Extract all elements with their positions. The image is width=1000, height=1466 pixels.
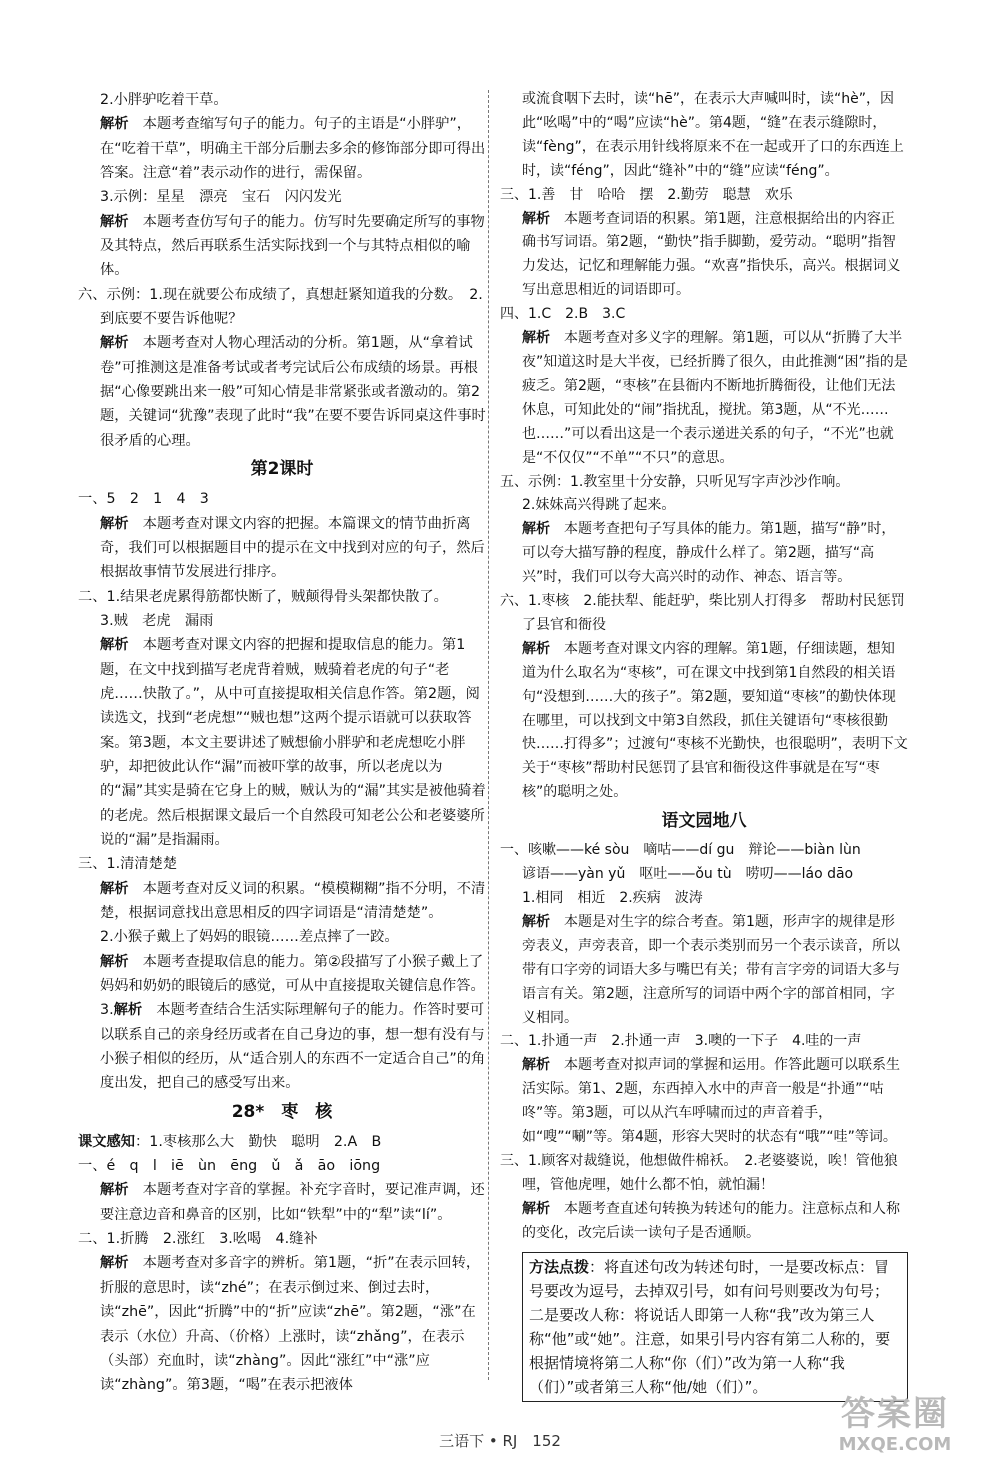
answer-line: 六、示例：1.现在就要公布成绩了，真想赶紧知道我的分数。 2.到底要不要告诉他呢？ (78, 286, 483, 328)
answer-line: 三、1.善 甘 哈哈 摆 2.勤劳 聪慧 欢乐 (500, 186, 793, 203)
answer-line: 四、1.C 2.B 3.C (500, 306, 626, 323)
section-heading: 语文园地八 (661, 811, 747, 832)
section-heading: 第2课时 (250, 459, 314, 480)
analysis-paragraph: 解析 本题考查对拟声词的掌握和运用。作答此题可以联系生活实际。第1、2题，东西掉入水中的声音一般是“扑通”“咕咚”等。第3题，可以从汽车呼啸而过的声音着手，如“嗖”“唰”等。第4题，形容大哭时的状态有“哦”“哇”等词。 (522, 1057, 900, 1146)
answer-line: 1.相同 相近 2.疾病 波涛 (522, 890, 703, 906)
analysis-paragraph: 3.解析 本题考查结合生活实际理解句子的能力。作答时要可以联系自己的亲身经历或者在自己身边的事，想一想有没有与小猴子相似的经历，从“适合别人的东西不一定适合自己”的角度出发，把自己的感受写出来。 (100, 1002, 486, 1092)
right-column (500, 88, 908, 1402)
analysis-label: 解析 (100, 1182, 129, 1199)
analysis-label: 解析 (522, 1057, 550, 1074)
analysis-paragraph: 解析 本题是对生字的综合考查。第1题，形声字的规律是形旁表义，声旁表音，即一个表示类别而另一个表示读音，所以带有口字旁的词语大多与嘴巴有关；带有言字旁的词语大多与语言有关。第2题，注意所写的词语中两个字的部首相同，字义相同。 (522, 913, 900, 1026)
analysis-paragraph: 解析 本题考查对课文内容的理解。第1题，仔细读题，想知道为什么取名为“枣核”，可在课文中找到第1自然段的相关语句“没想到……大的孩子”。第2题，要知道“枣核”的勤快体现在哪里，可以找到文中第3自然段，抓住关键语句“枣核很勤快……打得多”；过渡句“枣核不光勤快，也很聪明”，表明下文关于“枣核”帮助村民惩罚了县官和衙役这件事就是在写“枣核”的聪明之处。 (522, 640, 908, 801)
analysis-label: 解析 (100, 637, 129, 654)
watermark-logo-text: 答案圈 (841, 1394, 949, 1434)
analysis-label: 解析 (100, 116, 129, 133)
analysis-paragraph: 解析 本题考查词语的积累。第1题，注意根据给出的内容正确书写词语。第2题，“勤快”指手脚勤，爱劳动。“聪明”指智力发达，记忆和理解能力强。“欢喜”指快乐，高兴。根据词义写出意思相近的词语即可。 (522, 210, 901, 299)
method-tip-box (522, 1252, 908, 1402)
analysis-paragraph: 解析 本题考查对课文内容的把握和提取信息的能力。第1题，在文中找到描写老虎背着贼，贼骑着老虎的句子“老虎……快散了。”，从中可直接提取相关信息作答。第2题，阅读选文，找到“老虎想”“贼也想”这两个提示语就可以获取答案。第3题，本文主要讲述了贼想偷小胖驴和老虎想吃小胖驴，却把彼此认作“漏”而被吓掌的故事，所以老虎以为的“漏”其实是骑在它身上的贼，贼认为的“漏”其实是被他骑着的老虎。然后根据课文最后一个自然段可知老公公和老婆婆所说的“漏”是指漏雨。 (100, 637, 486, 848)
analysis-label: 解析 (522, 913, 550, 930)
answer-line: 二、1.扑通一声 2.扑通一声 3.噢的一下子 4.哇的一声 (500, 1033, 862, 1050)
answer-line: 一、é q l iē ùn ēng ǔ ǎ āo iōng (78, 1158, 381, 1175)
analysis-paragraph: 解析 本题考查对人物心理活动的分析。第1题，从“拿着试卷”可推测这是准备考试或者考完试后公布成绩的场景。再根据“心像要跳出来一般”可知心情是非常紧张或者激动的。第2题，关键词“犹豫”表现了此时“我”在要不要告诉同桌这件事时很矛盾的心理。 (100, 335, 486, 449)
analysis-paragraph: 解析 本题考查对反义词的积累。“模模糊糊”指不分明，不清楚，根据词意找出意思相反的四字词语是“清清楚楚”。 (100, 880, 486, 921)
analysis-paragraph: 解析 本题考查直述句转换为转述句的能力。注意标点和人称的变化，改完后读一读句子是否通顺。 (522, 1200, 900, 1241)
answer-line: 一、咳嗽——ké sòu 嘀咕——dí gu 辩论——biàn lùn (500, 842, 861, 859)
analysis-paragraph: 解析 本题考查对字音的掌握。补充字音时，要记准声调，还要注意边音和鼻音的区别，比如“铁犁”中的“犁”读“lí”。 (100, 1182, 485, 1223)
analysis-label: 解析 (522, 210, 550, 227)
method-tip-label: 方法点拨 (529, 1257, 590, 1276)
answer-line: 六、1.枣核 2.能扶犁、能赶驴，柴比别人打得多 帮助村民惩罚了县官和衙役 (500, 593, 905, 633)
answer-line: 谚语——yàn yǔ 呕吐——ǒu tù 唠叨——láo dāo (522, 866, 854, 883)
answer-line: 课文感知：1.枣核那么大 勤快 聪明 2.A B (78, 1133, 382, 1150)
answer-line: 2.小猴子戴上了妈妈的眼镜……差点摔了一跤。 (100, 929, 399, 946)
analysis-paragraph: 解析 本题考查仿写句子的能力。仿写时先要确定所写的事物及其特点，然后再联系生活实际找到一个与其特点相似的喻体。 (100, 213, 485, 279)
method-tip-text: ：将直述句改为转述句时，一是要改标点：冒号要改为逗号，去掉双引号，如有问号则要改为句号；二是要改人称：将说话人即第一人称“我”改为第三人称“他”或“她”。注意，如果引号内容有第二人称的，要根据情境将第二人称“你（们）”改为第一人称“我（们）”或者第三人称“他/她（们）”。 (529, 1257, 891, 1396)
analysis-paragraph: 解析 本题考查把句子写具体的能力。第1题，描写“静”时，可以夸大描写静的程度，静成什么样了。第2题，描写“高兴”时，我们可以夸大高兴时的动作、神态、语言等。 (522, 521, 896, 586)
page-footer: 三语下 • RJ 152 (439, 1432, 561, 1450)
analysis-paragraph: 解析 本题考查对课文内容的把握。本篇课文的情节曲折离奇，我们可以根据题目中的提示在文中找到对应的句子，然后根据故事情节发展进行排序。 (100, 515, 485, 581)
analysis-paragraph: 解析 本题考查对多义字的理解。第1题，可以从“折腾了大半夜”知道这时是大半夜，已经折腾了很久，由此推测“困”指的是疲乏。第2题，“枣核”在县衙内不断地折腾衙役，让他们无法休息，可知此处的“闹”指扰乱，搅扰。第3题，从“不光……也……”可以看出这是一个表示递进关系的句子，“不光”也就是“不仅仅”“不单”“不只”的意思。 (522, 330, 908, 466)
analysis-label: 解析 (100, 1255, 129, 1272)
analysis-label: 解析 (522, 330, 550, 347)
column-divider (488, 90, 489, 1380)
answer-line: 3.示例：星星 漂亮 宝石 闪闪发光 (100, 189, 342, 206)
analysis-label: 解析 (113, 1002, 143, 1019)
analysis-label: 解析 (522, 640, 550, 657)
watermark-url: MXQE.COM (838, 1434, 952, 1455)
analysis-label: 解析 (100, 953, 129, 970)
analysis-label: 解析 (522, 1200, 550, 1217)
answer-line: 一、5 2 1 4 3 (78, 491, 209, 508)
analysis-label: 解析 (100, 880, 129, 897)
answer-line: 2.小胖驴吃着干草。 (100, 92, 228, 108)
left-column (78, 88, 486, 1398)
lesson-heading: 28* 枣 核 (231, 1101, 333, 1122)
analysis-continuation: 或流食咽下去时，读“hē”，在表示大声喊叫时，读“hè”，因此“吆喝”中的“喝”应读“hè”。第4题，“缝”在表示缝隙时，读“fèng”，在表示用针线将原来不在一起或开了口的东西连上时，读“féng”，因此“缝补”中的“缝”应读“féng”。 (522, 91, 904, 179)
answer-line: 三、1.顾客对裁缝说，他想做件棉袄。 2.老婆婆说，唉！管他狼哩，管他虎哩，她什么都不怕，就怕漏！ (500, 1152, 898, 1193)
perception-label: 课文感知 (78, 1133, 136, 1150)
analysis-label: 解析 (100, 335, 129, 352)
analysis-label: 解析 (100, 213, 129, 230)
analysis-label: 解析 (100, 515, 129, 532)
analysis-paragraph: 解析 本题考查提取信息的能力。第②段描写了小猴子戴上了妈妈和奶奶的眼镜后的感觉，可从中直接提取关键信息作答。 (100, 953, 485, 995)
answer-line: 二、1.结果老虎累得筋都快断了，贼颠得骨头架都快散了。 (78, 588, 448, 605)
answer-line: 3.贼 老虎 漏雨 (100, 612, 214, 629)
watermark-logo (800, 1394, 990, 1460)
analysis-paragraph: 解析 本题考查缩写句子的能力。句子的主语是“小胖驴”，在“吃着干草”，明确主干部分后删去多余的修饰部分即可得出答案。注意“着”表示动作的进行，需保留。 (100, 116, 486, 182)
answer-line: 二、1.折腾 2.涨红 3.吆喝 4.缝补 (78, 1231, 318, 1248)
answer-line: 五、示例：1.教室里十分安静，只听见写字声沙沙作响。 (500, 473, 850, 490)
answer-line: 三、1.清清楚楚 (78, 856, 178, 873)
answer-line: 2.妹妹高兴得跳了起来。 (522, 497, 676, 514)
analysis-paragraph: 解析 本题考查对多音字的辨析。第1题，“折”在表示回转，折服的意思时，读“zhé”；在表示倒过来、倒过去时，读“zhē”，因此“折腾”中的“折”应读“zhē”。第2题，“涨”在表示（水位）升高、（价格）上涨时，读“zhǎng”，在表示（头部）充血时，读“zhàng”。因此“涨红”中“涨”应读“zhàng”。第3题，“喝”在表示把液体 (100, 1255, 481, 1394)
analysis-label: 解析 (522, 521, 550, 538)
